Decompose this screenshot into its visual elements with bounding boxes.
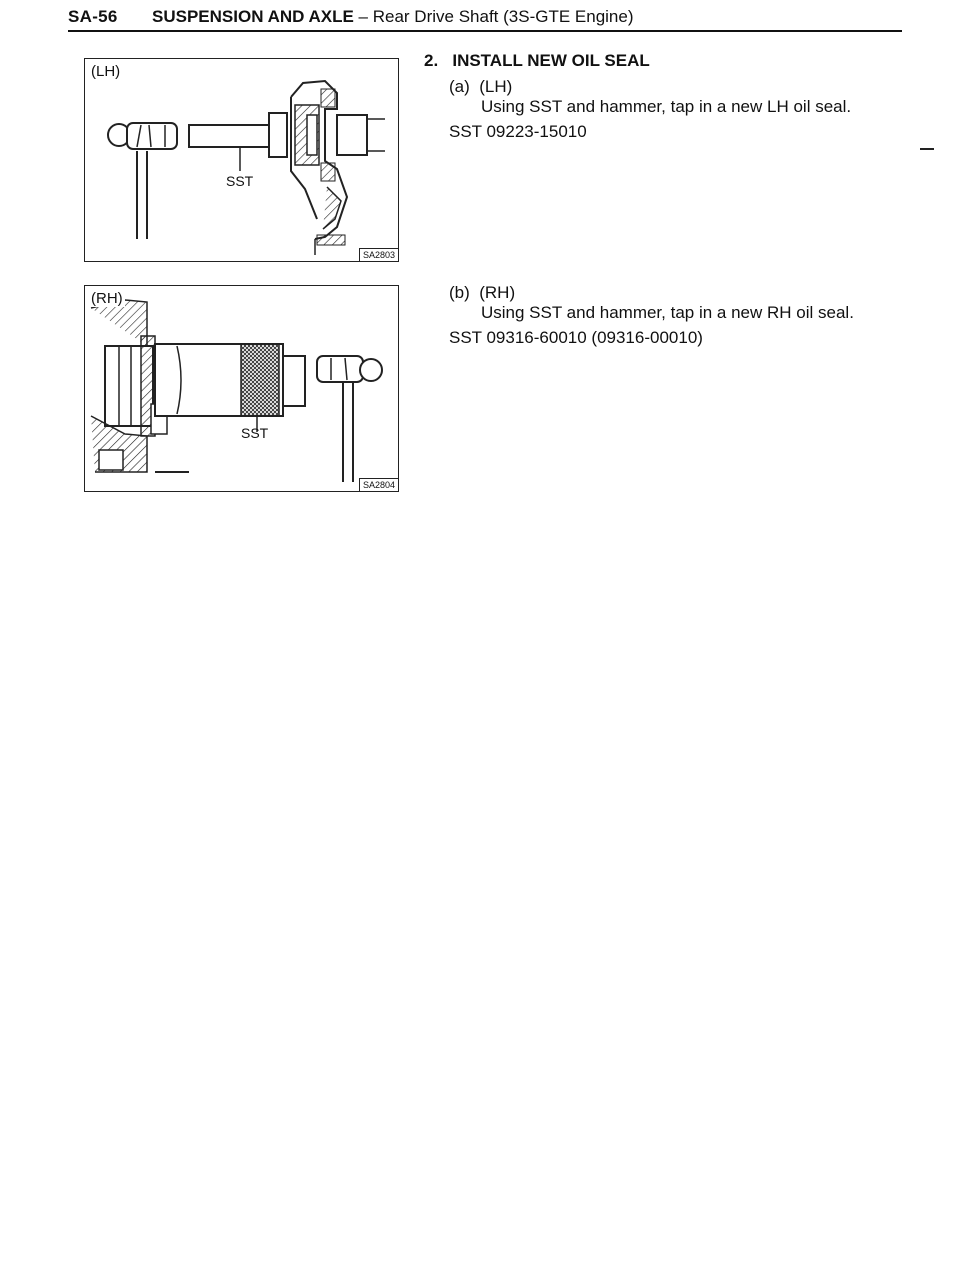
substep-a-instruction: Using SST and hammer, tap in a new LH oil seal. xyxy=(481,97,852,116)
substep-a-tag: (a) (LH) xyxy=(449,77,513,96)
step-title: 2. INSTALL NEW OIL SEAL xyxy=(424,51,650,70)
figure-label-rh: (RH) xyxy=(91,290,123,307)
header-rule xyxy=(68,30,902,32)
substep-b-instruction: Using SST and hammer, tap in a new RH oil seal. xyxy=(481,303,854,322)
rh-hammer-illustration xyxy=(85,286,398,491)
figure-rh-oil-seal xyxy=(84,285,399,492)
section-title-main: SUSPENSION AND AXLE xyxy=(152,7,354,26)
figure-code-lh: SA2803 xyxy=(359,248,398,261)
page-code: SA-56 xyxy=(68,7,118,26)
margin-mark xyxy=(920,148,934,150)
substep-b-tag: (b) (RH) xyxy=(449,283,516,302)
section-title xyxy=(152,7,634,27)
figure-code-rh: SA2804 xyxy=(359,478,398,491)
figure-label-lh: (LH) xyxy=(91,63,121,80)
sst-callout-rh: SST xyxy=(241,425,269,441)
figure-lh-oil-seal xyxy=(84,58,399,262)
page-header xyxy=(68,3,902,33)
sst-callout-lh: SST xyxy=(226,173,254,189)
substep-a-sst: SST 09223-15010 xyxy=(449,122,587,141)
section-title-sub: – Rear Drive Shaft (3S-GTE Engine) xyxy=(353,7,634,26)
substep-b-sst: SST 09316-60010 (09316-00010) xyxy=(449,328,703,347)
lh-hammer-illustration xyxy=(85,59,398,261)
